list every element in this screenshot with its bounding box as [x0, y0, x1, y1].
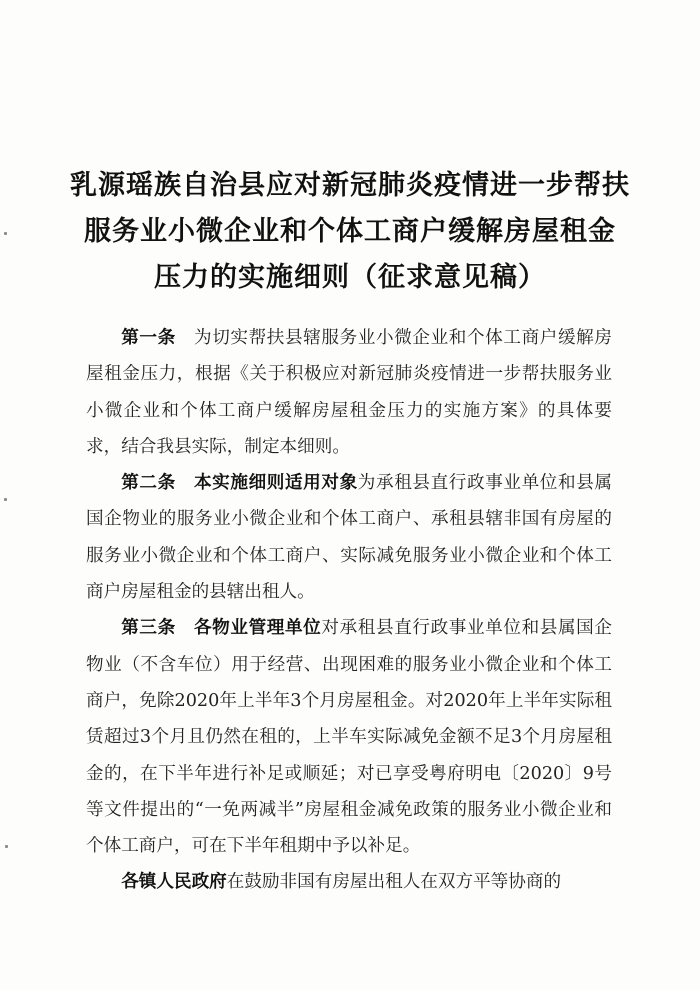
document-title: [60, 163, 640, 301]
article-text: 对承租县直行政事业单位和县属国企物业（不含车位）用于经营、出现困难的服务业小微企业和个体工商户，免除2020年上半年3个月房屋租金。对2020年上半年实际租赁超过3个月且仍然在租的，上半车实际减免金额不足3个月房屋租金的，在下半年进行补足或顺延；对已享受粤府明电〔2020〕9号等文件提出的“一免两减半”房屋租金减免政策的服务业小微企业和个体工商户，可在下半年租期中予以补足。: [86, 618, 612, 857]
scan-mark: [4, 232, 7, 235]
scan-mark: [5, 845, 8, 848]
article-text: 为切实帮扶县辖服务业小微企业和个体工商户缓解房屋租金压力，根据《关于积极应对新冠肺炎疫情进一步帮扶服务业小微企业和个体工商户缓解房屋租金压力的实施方案》的具体要求，结合我县实际，制定本细则。: [86, 328, 612, 457]
article-paragraph: [86, 610, 612, 864]
title-line: 乳源瑶族自治县应对新冠肺炎疫情进一步帮扶: [70, 170, 630, 201]
article-heading: 第一条: [121, 328, 176, 348]
article-heading: 第三条 各物业管理单位: [121, 618, 322, 639]
article-paragraph: [86, 864, 612, 900]
article-heading: 第二条 本实施细则适用对象: [121, 473, 358, 494]
article-paragraph: [86, 465, 612, 610]
article-paragraph: [86, 320, 612, 465]
article-heading: 各镇人民政府: [121, 872, 227, 893]
document-body: [86, 320, 612, 901]
scan-mark: [4, 498, 7, 501]
article-text: 在鼓励非国有房屋出租人在双方平等协商的: [226, 872, 562, 893]
title-line: 压力的实施细则（征求意见稿）: [154, 262, 546, 293]
article-text: 为承租县直行政事业单位和县属国企物业的服务业小微企业和个体工商户、承租县辖非国有房屋的服务业小微企业和个体工商户、实际减免服务业小微企业和个体工商户房屋租金的县辖出租人。: [86, 473, 612, 603]
title-line: 服务业小微企业和个体工商户缓解房屋租金: [84, 216, 616, 247]
